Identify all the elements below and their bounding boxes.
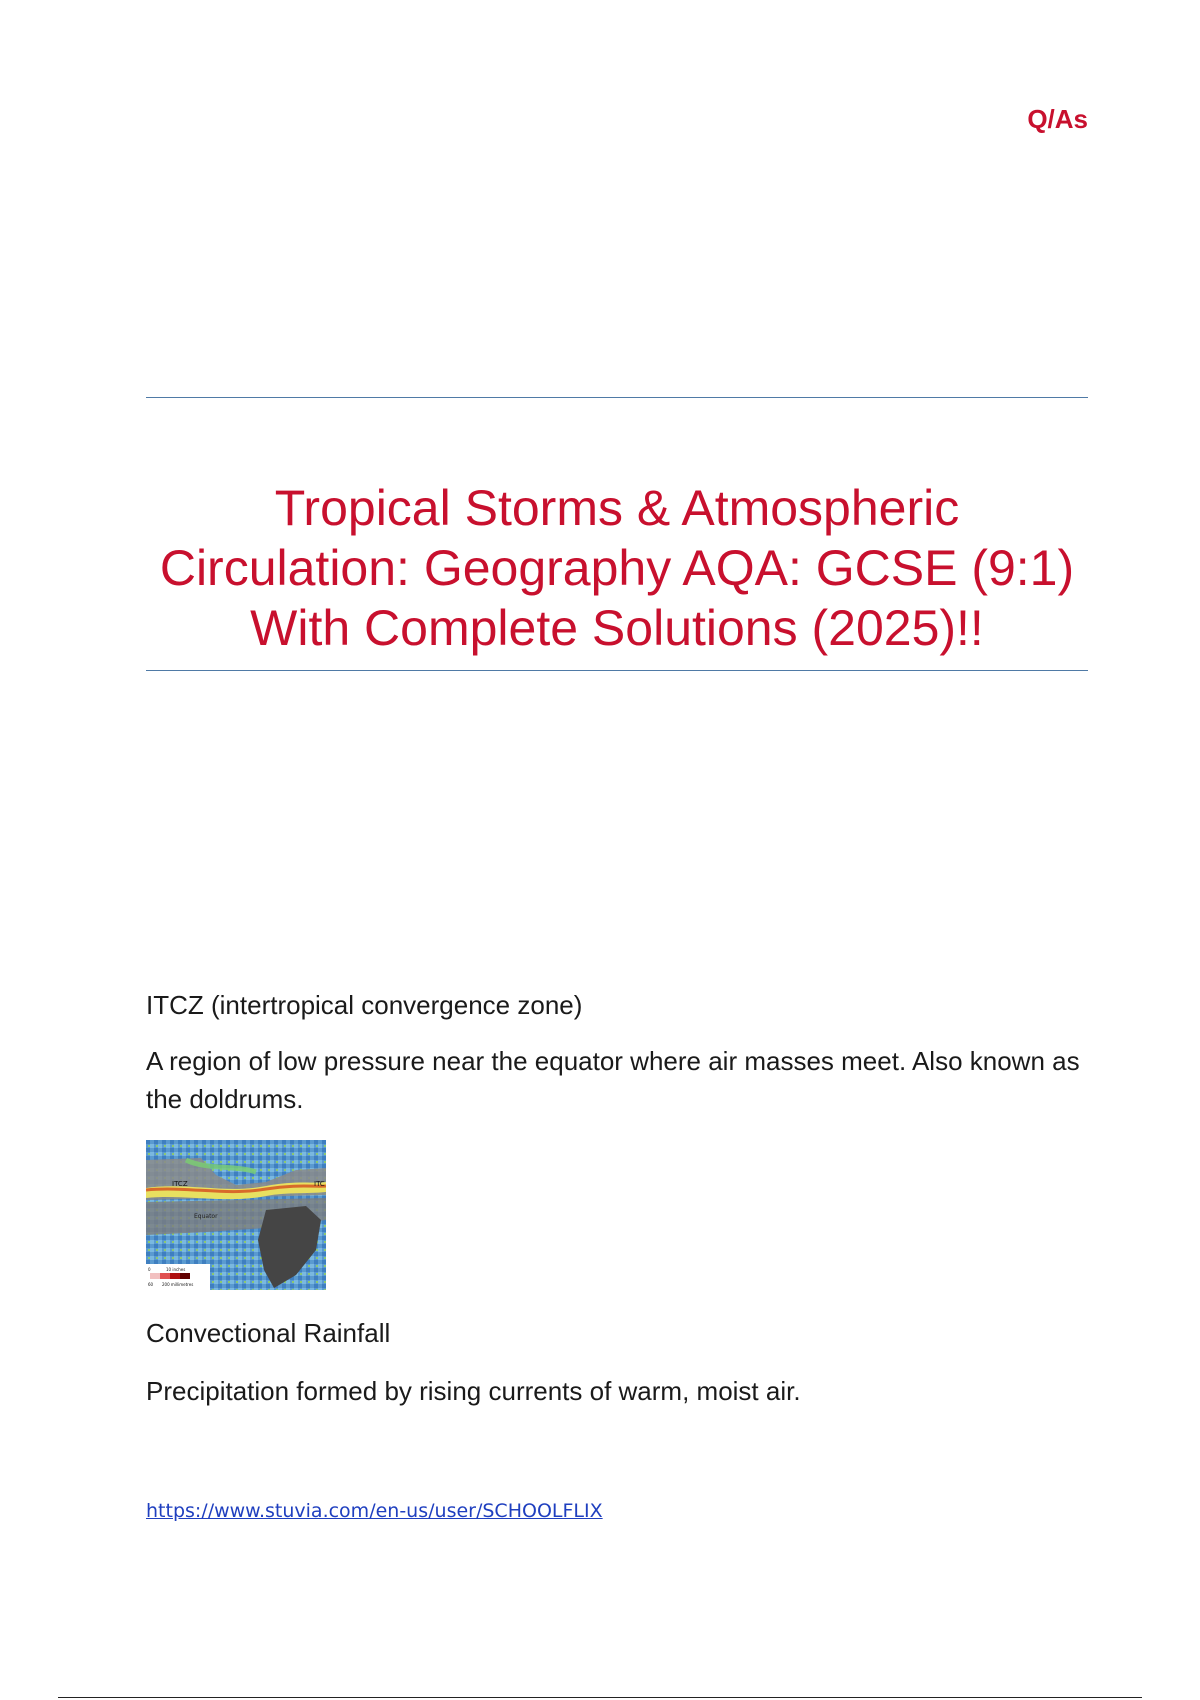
- figure-label-itcz: ITCZ: [172, 1180, 188, 1188]
- term-itcz: ITCZ (intertropical convergence zone): [146, 990, 583, 1020]
- title-bottom-rule: [146, 670, 1088, 671]
- qa-tag: Q/As: [1027, 104, 1088, 134]
- definition-itcz: A region of low pressure near the equator where air masses meet. Also known as the doldrums.: [146, 1046, 1080, 1114]
- document-title: Tropical Storms & Atmospheric Circulation: Geography AQA: GCSE (9:1) With Complete Solutions (2025)!!: [159, 480, 1075, 656]
- svg-text:60: 60: [148, 1282, 154, 1287]
- svg-text:0: 0: [148, 1267, 151, 1272]
- definition-convectional-rainfall: Precipitation formed by rising currents of warm, moist air.: [146, 1376, 801, 1406]
- svg-text:200 millimetres: 200 millimetres: [162, 1282, 194, 1287]
- footer-rule: [58, 1697, 1142, 1698]
- title-top-rule: [146, 397, 1088, 398]
- svg-text:10 inches: 10 inches: [166, 1267, 186, 1272]
- source-link[interactable]: https://www.stuvia.com/en-us/user/SCHOOLFLIX: [146, 1500, 603, 1522]
- figure-label-itc: ITC: [314, 1180, 325, 1188]
- term-convectional-rainfall: Convectional Rainfall: [146, 1318, 391, 1348]
- figure-label-equator: Equator: [194, 1213, 218, 1220]
- itcz-satellite-image: [146, 1140, 326, 1290]
